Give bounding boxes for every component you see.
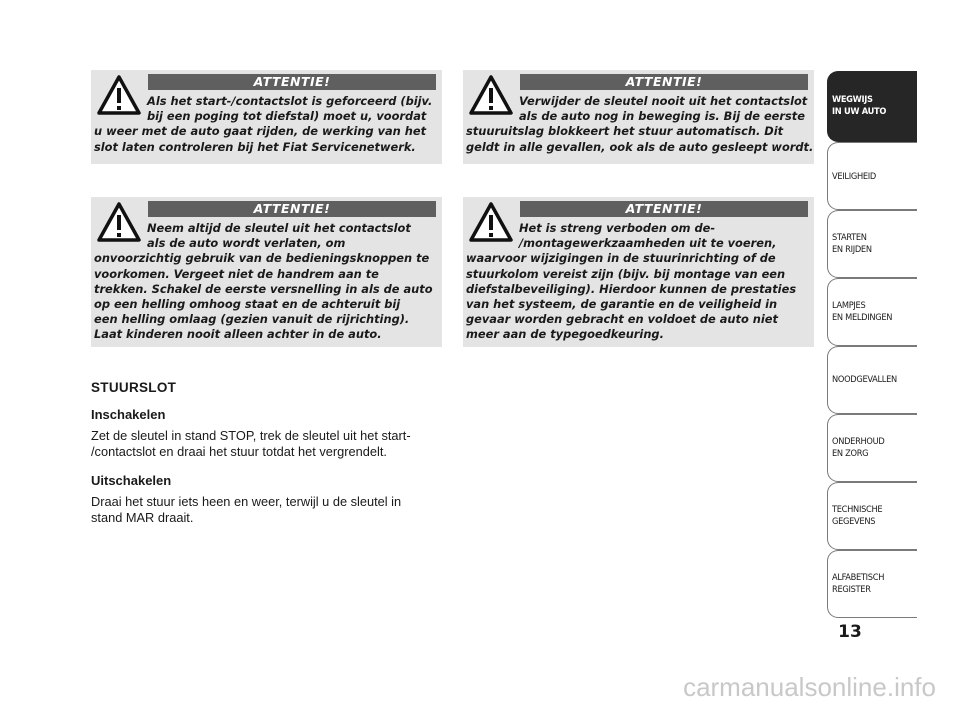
tab-technische-gegevens[interactable] bbox=[827, 482, 917, 550]
warning-text: Het is streng verboden om de- /montagewerkzaamheden uit te voeren, waarvoor wijzigingen in de stuurinrichting of de stuurkolom vereist zijn (bijv. bij montage van een diefstalbeveiliging). Hierdoor kunnen de prestaties van het systeem, de garantie en de veiligheid in gevaar worden gebracht en voldoet de auto niet meer aan de typegoedkeuring. bbox=[466, 221, 797, 342]
tab-label: ONDERHOUD bbox=[832, 436, 885, 447]
tab-label: REGISTER bbox=[832, 583, 871, 595]
watermark: carmanualsonline.info bbox=[683, 672, 936, 702]
warning-title: ATTENTIE! bbox=[148, 74, 436, 90]
tab-onderhoud[interactable] bbox=[827, 414, 917, 482]
tab-noodgevallen[interactable] bbox=[827, 346, 917, 414]
tab-label: GEGEVENS bbox=[832, 515, 876, 527]
tab-label: LAMPJES bbox=[832, 300, 866, 311]
warning-text: Verwijder de sleutel nooit uit het contactslot als de auto nog in beweging is. Bij de eerste stuuruitslag blokkeert het stuur automatisch. Dit geldt in alle gevallen, ook als de auto gesleept wordt. bbox=[466, 94, 814, 154]
tab-label: STARTEN bbox=[832, 232, 867, 243]
tab-veiligheid[interactable] bbox=[827, 142, 917, 210]
disengage-paragraph: Draai het stuur iets heen en weer, terwijl u de sleutel in stand MAR draait. bbox=[91, 494, 402, 525]
tab-label: EN RIJDEN bbox=[832, 243, 872, 255]
tab-alfabetisch-register[interactable] bbox=[827, 550, 917, 618]
tab-label: NOODGEVALLEN bbox=[832, 374, 897, 385]
tab-label: IN UW AUTO bbox=[832, 105, 887, 117]
tab-label: TECHNISCHE bbox=[832, 504, 883, 515]
tab-label: ALFABETISCH bbox=[832, 572, 885, 583]
warning-title: ATTENTIE! bbox=[520, 201, 808, 217]
disengage-heading: Uitschakelen bbox=[91, 473, 172, 488]
section-title: STUURSLOT bbox=[91, 380, 177, 395]
warning-title: ATTENTIE! bbox=[520, 74, 808, 90]
page-number: 13 bbox=[838, 622, 862, 642]
warning-box-key-removal bbox=[463, 70, 814, 164]
warning-box-leaving-car bbox=[91, 197, 442, 347]
warning-text: Als het start-/contactslot is geforceerd (bijv. bij een poging tot diefstal) moet u, voordat u weer met de auto gaat rijden, de werking van het slot laten controleren bij het Fiat Servicenetwerk. bbox=[94, 94, 433, 154]
engage-heading: Inschakelen bbox=[91, 407, 166, 422]
tab-starten[interactable] bbox=[827, 210, 917, 278]
tab-label: WEGWIJS bbox=[832, 94, 873, 105]
warning-box-steering-modifications bbox=[463, 197, 814, 347]
tab-label: VEILIGHEID bbox=[832, 171, 876, 182]
tab-label: EN ZORG bbox=[832, 447, 869, 459]
tab-label: EN MELDINGEN bbox=[832, 311, 893, 323]
engage-paragraph: Zet de sleutel in stand STOP, trek de sleutel uit het start- /contactslot en draai het stuur totdat het vergrendelt. bbox=[91, 428, 411, 459]
warning-box-ignition-forced bbox=[91, 70, 442, 164]
warning-text: Neem altijd de sleutel uit het contactslot als de auto wordt verlaten, om onvoorzichtig gebruik van de bedieningsknoppen te voorkomen. Vergeet niet de handrem aan te trekken. Schakel de eerste versnelling in als de auto op een helling omhoog staat en de achteruit bij een helling omlaag (gezien vanuit de rijrichting). Laat kinderen nooit alleen achter in de auto. bbox=[94, 221, 433, 342]
warning-title: ATTENTIE! bbox=[148, 201, 436, 217]
tab-lampjes[interactable] bbox=[827, 278, 917, 346]
tab-wegwijs[interactable] bbox=[827, 71, 917, 142]
steering-lock-section bbox=[91, 380, 451, 539]
